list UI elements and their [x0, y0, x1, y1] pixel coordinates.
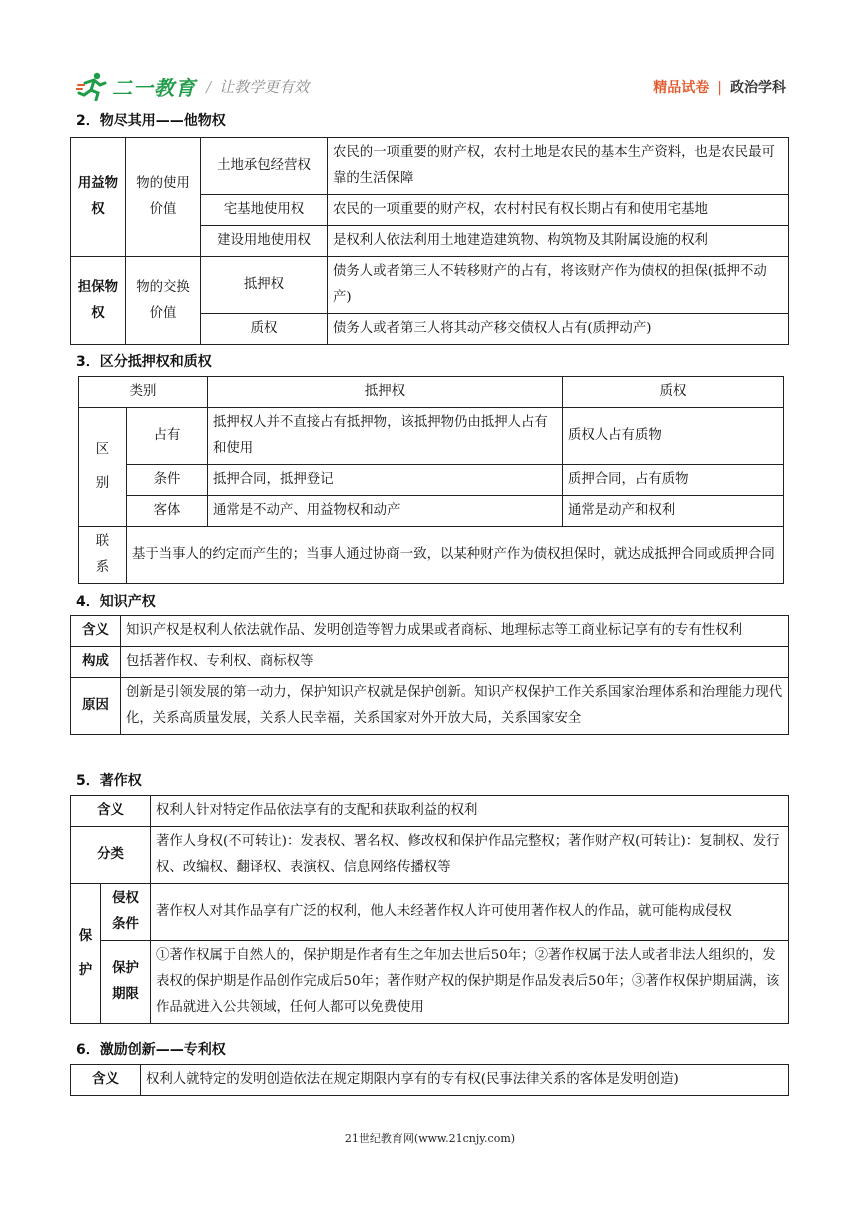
row-value: 包括著作权、专利权、商标权等 [121, 647, 789, 678]
row-key: 构成 [71, 647, 121, 678]
row-name: 客体 [127, 496, 208, 527]
row-value: 知识产权是权利人依法就作品、发明创造等智力成果或者商标、地理标志等工商业标记享有的专有性权利 [121, 616, 789, 647]
section-4-title: 4．知识产权 [76, 594, 156, 610]
table-row [71, 647, 789, 678]
row-key: 含义 [71, 796, 151, 827]
right-desc: 农民的一项重要的财产权，农村村民有权长期占有和使用宅基地 [328, 195, 789, 226]
table-row [71, 796, 789, 827]
header-pledge: 质权 [563, 377, 784, 408]
group-difference-char: 别 [95, 476, 110, 491]
header-tag: 精品试卷 | 政治学科 [653, 80, 786, 96]
brand-logo [76, 70, 196, 102]
group-protection [71, 884, 101, 1024]
group-protection-char: 保 [78, 928, 93, 944]
right-desc: 债务人或者第三人将其动产移交债权人占有(质押动产) [328, 314, 789, 345]
table-row [79, 527, 784, 584]
row-value: ①著作权属于自然人的，保护期是作者有生之年加去世后50年；②著作权属于法人或者非法人组织的，发表权的保护期是作品创作完成后50年；著作财产权的保护期是作品发表后50年；③著作权保护期届满，该作品就进入公共领域，任何人都可以免费使用 [151, 941, 789, 1024]
pledge-cell: 质权人占有质物 [563, 408, 784, 465]
section-5-title: 5．著作权 [76, 773, 142, 789]
right-name: 建设用地使用权 [201, 226, 328, 257]
right-name: 质权 [201, 314, 328, 345]
group-security: 担保物权 [71, 257, 126, 345]
table-row [71, 138, 789, 195]
group-difference-char: 区 [95, 442, 110, 457]
mortgage-cell: 通常是不动产、用益物权和动产 [208, 496, 563, 527]
table-intellectual-property [70, 615, 789, 735]
right-desc: 债务人或者第三人不转移财产的占有，将该财产作为债权的担保(抵押不动产) [328, 257, 789, 314]
row-name: 条件 [127, 465, 208, 496]
right-desc: 是权利人依法利用土地建造建筑物、构筑物及其附属设施的权利 [328, 226, 789, 257]
table-row [79, 496, 784, 527]
right-name: 土地承包经营权 [201, 138, 328, 195]
table-row [71, 884, 789, 941]
row-value: 著作人身权(不可转让)：发表权、署名权、修改权和保护作品完整权；著作财产权(可转让)：复制权、发行权、改编权、翻译权、表演权、信息网络传播权等 [151, 827, 789, 884]
page-footer: 21世纪教育网(www.21cnjy.com) [344, 1132, 516, 1145]
right-name: 宅基地使用权 [201, 195, 328, 226]
slogan-text: 让教学更有效 [219, 78, 310, 96]
row-key: 分类 [71, 827, 151, 884]
mortgage-cell: 抵押权人并不直接占有抵押物，该抵押物仍由抵押人占有和使用 [208, 408, 563, 465]
table-row [71, 941, 789, 1024]
brand-name: 二一教育 [112, 75, 196, 100]
table-row [79, 408, 784, 465]
header-category: 类别 [79, 377, 208, 408]
row-key: 含义 [71, 1065, 141, 1096]
row-key: 含义 [71, 616, 121, 647]
row-name: 占有 [127, 408, 208, 465]
slogan: / 让教学更有效 [206, 78, 310, 96]
row-key: 保护期限 [101, 941, 151, 1024]
section-6-title: 6．激励创新——专利权 [76, 1042, 226, 1058]
group-usufruct: 用益物权 [71, 138, 126, 257]
table-header-row [79, 377, 784, 408]
group-usufruct-value: 物的使用价值 [126, 138, 201, 257]
table-row [71, 827, 789, 884]
group-protection-char: 护 [78, 962, 93, 978]
table-other-property-rights [70, 137, 789, 345]
row-value: 著作权人对其作品享有广泛的权利，他人未经著作权人许可使用著作权人的作品，就可能构成侵权 [151, 884, 789, 941]
subject-text: 政治学科 [730, 80, 786, 96]
table-mortgage-vs-pledge [78, 376, 784, 584]
group-difference [79, 408, 127, 527]
runner-logo-icon [76, 71, 110, 101]
table-copyright [70, 795, 789, 1024]
header-mortgage: 抵押权 [208, 377, 563, 408]
row-value: 创新是引领发展的第一动力，保护知识产权就是保护创新。知识产权保护工作关系国家治理体系和治理能力现代化，关系高质量发展，关系人民幸福，关系国家对外开放大局，关系国家安全 [121, 678, 789, 735]
page-header [76, 70, 786, 102]
group-link-char: 联 [95, 534, 110, 549]
section-3-title: 3．区分抵押权和质权 [76, 354, 212, 370]
group-link-char: 系 [95, 560, 110, 575]
right-name: 抵押权 [201, 257, 328, 314]
row-key: 原因 [71, 678, 121, 735]
tag-text: 精品试卷 [653, 80, 710, 96]
group-link [79, 527, 127, 584]
table-row [71, 616, 789, 647]
row-value: 权利人针对特定作品依法享有的支配和获取利益的权利 [151, 796, 789, 827]
table-row [79, 465, 784, 496]
table-row [71, 257, 789, 314]
link-cell: 基于当事人的约定而产生的；当事人通过协商一致，以某种财产作为债权担保时，就达成抵押合同或质押合同 [127, 527, 784, 584]
table-patent [70, 1064, 789, 1096]
pledge-cell: 通常是动产和权利 [563, 496, 784, 527]
row-value: 权利人就特定的发明创造依法在规定期限内享有的专有权(民事法律关系的客体是发明创造) [141, 1065, 789, 1096]
section-2-title: 2．物尽其用——他物权 [76, 113, 226, 129]
mortgage-cell: 抵押合同，抵押登记 [208, 465, 563, 496]
pledge-cell: 质押合同，占有质物 [563, 465, 784, 496]
table-row [71, 1065, 789, 1096]
group-security-value: 物的交换价值 [126, 257, 201, 345]
table-row [71, 678, 789, 735]
row-key: 侵权条件 [101, 884, 151, 941]
right-desc: 农民的一项重要的财产权，农村土地是农民的基本生产资料，也是农民最可靠的生活保障 [328, 138, 789, 195]
